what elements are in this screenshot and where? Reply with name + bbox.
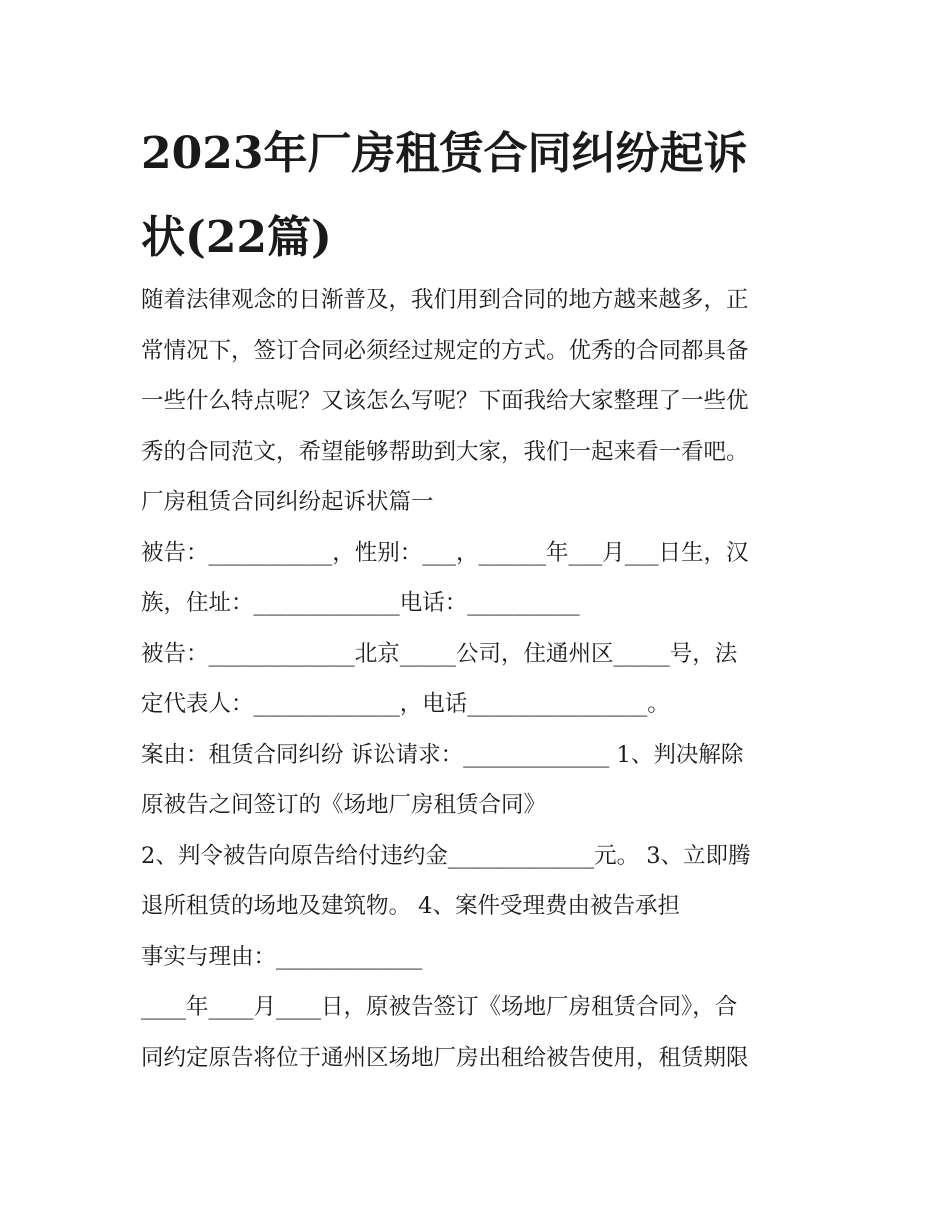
defendant-line: 族，住址：_____________电话：__________ [141,590,580,616]
defendant-company-line: 定代表人：_____________，电话________________。 [141,691,670,717]
intro-paragraph-line: 一些什么特点呢？又该怎么写呢？下面我给大家整理了一些优 [141,388,749,414]
title-line: 2023年厂房租赁合同纠纷起诉 [141,128,748,179]
title-line: 状(22篇) [141,212,332,263]
defendant-line: 被告：___________，性别：___，______年___月___日生，汉 [141,539,749,566]
claims-line: 2、判令被告向原告给付违约金_____________元。 3、立即腾 [141,842,751,869]
claims-line: 退所租赁的场地及建筑物。 4、案件受理费由被告承担 [141,893,680,919]
defendant-company-line: 被告：_____________北京_____公司，住通州区_____号，法 [141,640,738,667]
claims-line: 原被告之间签订的《场地厂房租赁合同》 [141,792,547,818]
intro-paragraph-line: 秀的合同范文，希望能够帮助到大家，我们一起来看一看吧。 [141,438,749,465]
document-body [141,275,821,1083]
facts-heading: 事实与理由：_____________ [141,943,423,970]
claims-line: 案由：租赁合同纠纷 诉讼请求：_____________ 1、判决解除 [141,741,744,768]
intro-paragraph-line: 随着法律观念的日渐普及，我们用到合同的地方越来越多，正 [141,287,749,313]
facts-line: 同约定原告将位于通州区场地厂房出租给被告使用，租赁期限 [141,1044,749,1071]
document-title [141,112,821,280]
intro-paragraph-line: 常情况下，签订合同必须经过规定的方式。优秀的合同都具备 [141,337,749,364]
facts-line: ____年____月____日，原被告签订《场地厂房租赁合同》，合 [141,994,738,1020]
section-heading: 厂房租赁合同纠纷起诉状篇一 [141,489,434,515]
